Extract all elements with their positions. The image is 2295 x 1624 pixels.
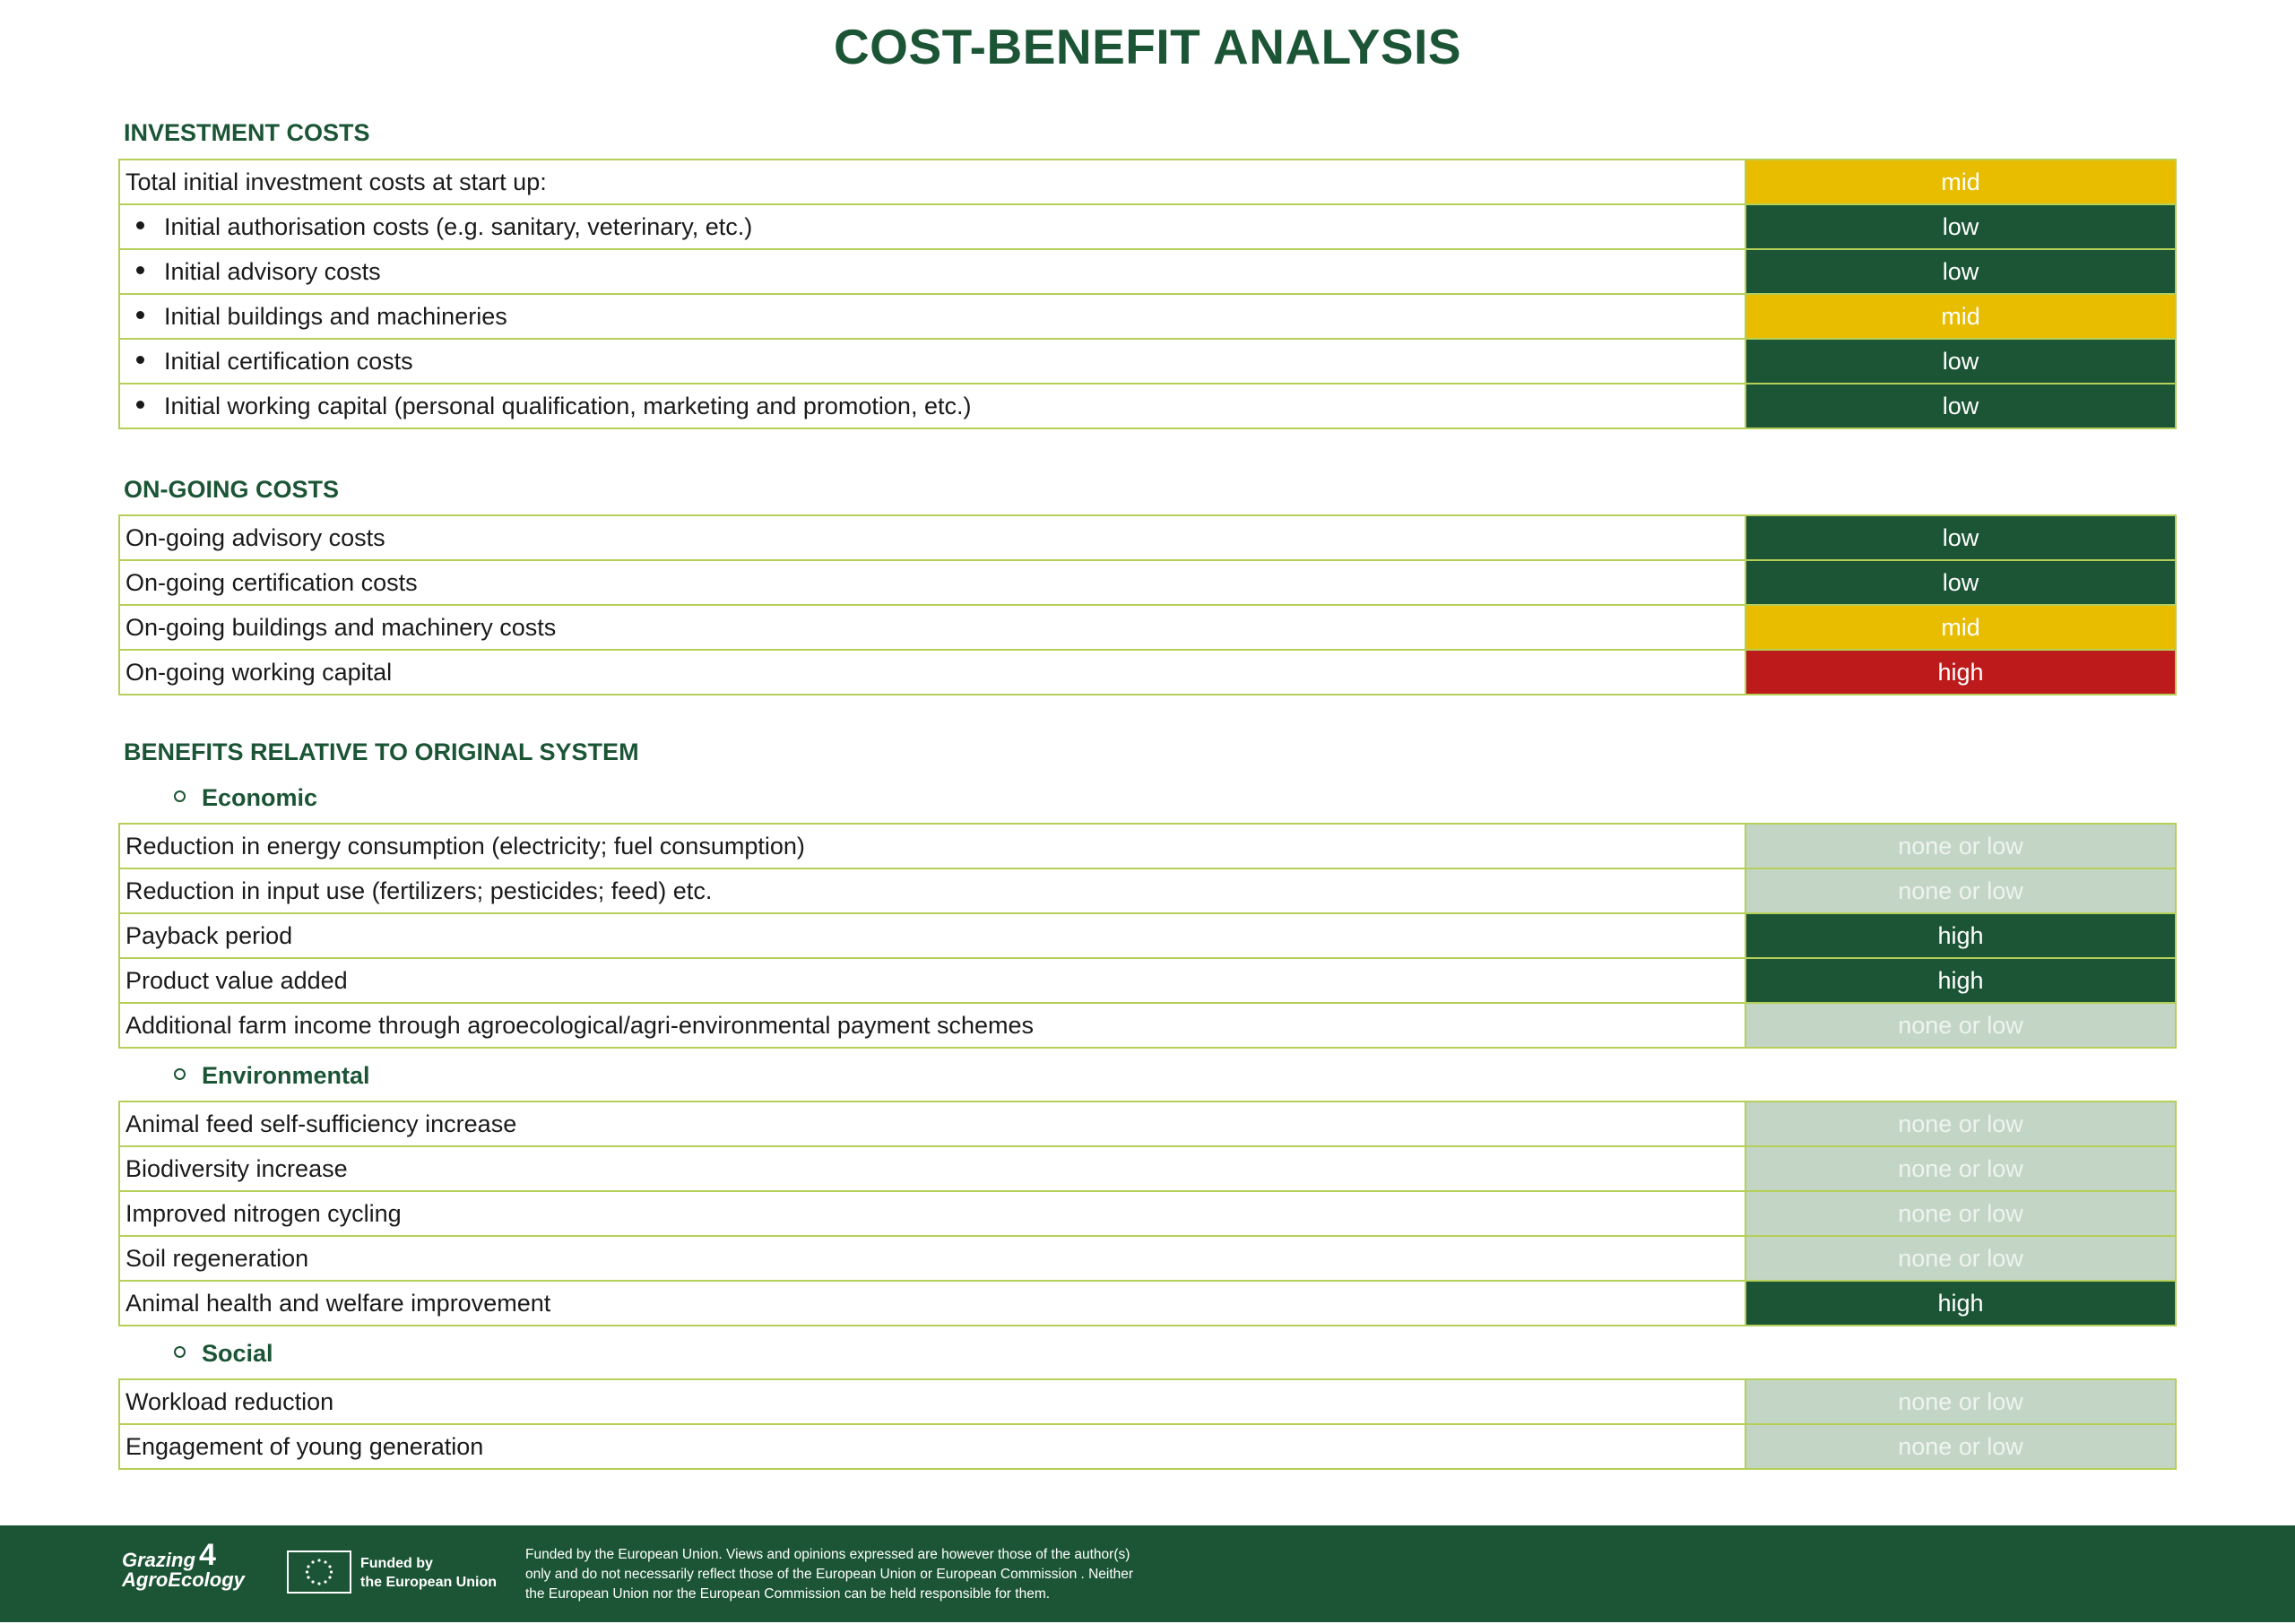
funded-line-1: Funded by — [360, 1556, 433, 1571]
funded-line-2: the European Union — [360, 1575, 497, 1590]
table-row — [119, 1146, 2176, 1191]
disclaimer-line-2: only and do not necessarily reflect those of the European Union or European Commission . Neither — [525, 1567, 1134, 1582]
table-row — [119, 958, 2176, 1003]
row-label: Workload reduction — [119, 1379, 1745, 1424]
circle-bullet-icon — [174, 1346, 186, 1358]
table-row — [119, 650, 2176, 695]
row-label: Reduction in energy consumption (electricity; fuel consumption) — [119, 824, 1745, 868]
row-label: Initial certification costs — [164, 347, 413, 375]
ongoing-costs-table — [118, 514, 2177, 695]
table-row — [119, 249, 2176, 294]
row-label: Initial authorisation costs (e.g. sanitary, veterinary, etc.) — [164, 212, 753, 240]
table-row — [119, 1191, 2176, 1236]
bullet-icon — [136, 401, 144, 409]
bullet-icon — [136, 221, 144, 229]
logo-line-2: AgroEcology — [122, 1568, 245, 1591]
rating-badge: none or low — [1745, 1236, 2176, 1281]
rating-badge: low — [1745, 204, 2176, 249]
row-label: Engagement of young generation — [119, 1424, 1745, 1469]
row-label: Animal feed self-sufficiency increase — [119, 1101, 1745, 1146]
table-row — [119, 1281, 2176, 1326]
row-label: Total initial investment costs at start up: — [119, 160, 1745, 204]
bullet-icon — [136, 356, 144, 364]
subheading-label: Environmental — [202, 1062, 370, 1089]
rating-badge: none or low — [1745, 1146, 2176, 1191]
rating-badge: mid — [1745, 605, 2176, 650]
disclaimer-text — [525, 1545, 1225, 1604]
eu-flag-icon — [287, 1551, 351, 1594]
rating-badge: none or low — [1745, 1379, 2176, 1424]
rating-badge: none or low — [1745, 1101, 2176, 1146]
rating-badge: none or low — [1745, 824, 2176, 868]
rating-badge: high — [1745, 913, 2176, 958]
bullet-icon — [136, 311, 144, 319]
table-row — [119, 204, 2176, 249]
row-label: Initial advisory costs — [164, 257, 381, 285]
row-label: Reduction in input use (fertilizers; pesticides; feed) etc. — [119, 868, 1745, 913]
funded-by-eu-label — [360, 1554, 513, 1592]
grazing-agroecology-logo — [122, 1538, 245, 1591]
row-label: On-going buildings and machinery costs — [119, 605, 1745, 650]
rating-badge: low — [1745, 339, 2176, 384]
row-label-cell — [119, 339, 1745, 384]
table-row — [119, 824, 2176, 868]
row-label-cell — [119, 249, 1745, 294]
subheading-economic — [174, 784, 317, 812]
rating-badge: low — [1745, 384, 2176, 428]
social-benefits-table — [118, 1378, 2177, 1470]
rating-badge: low — [1745, 515, 2176, 560]
subheading-social — [174, 1340, 273, 1368]
table-row — [119, 913, 2176, 958]
environmental-benefits-table — [118, 1101, 2177, 1326]
table-row — [119, 294, 2176, 339]
table-row — [119, 1379, 2176, 1424]
footer-bar — [0, 1525, 2295, 1622]
section-heading-benefits: BENEFITS RELATIVE TO ORIGINAL SYSTEM — [124, 739, 639, 765]
rating-badge: mid — [1745, 294, 2176, 339]
disclaimer-line-3: the European Union nor the European Commission can be held responsible for them. — [525, 1586, 1051, 1602]
row-label: Initial working capital (personal qualification, marketing and promotion, etc.) — [164, 392, 972, 419]
table-row — [119, 1101, 2176, 1146]
logo-line-1: Grazing — [122, 1549, 195, 1571]
subheading-environmental — [174, 1062, 370, 1090]
section-heading-ongoing: ON-GOING COSTS — [124, 476, 340, 503]
disclaimer-line-1: Funded by the European Union. Views and opinions expressed are however those of the author(s) — [525, 1547, 1130, 1562]
row-label: On-going advisory costs — [119, 515, 1745, 560]
row-label: Biodiversity increase — [119, 1146, 1745, 1191]
bullet-icon — [136, 266, 144, 274]
rating-badge: low — [1745, 560, 2176, 605]
rating-badge: none or low — [1745, 1191, 2176, 1236]
table-row — [119, 868, 2176, 913]
section-heading-investment: INVESTMENT COSTS — [124, 119, 370, 146]
row-label: On-going working capital — [119, 650, 1745, 695]
row-label: Soil regeneration — [119, 1236, 1745, 1281]
row-label: Improved nitrogen cycling — [119, 1191, 1745, 1236]
subheading-label: Economic — [202, 784, 318, 811]
rating-badge: none or low — [1745, 868, 2176, 913]
table-row — [119, 515, 2176, 560]
row-label-cell — [119, 384, 1745, 428]
logo-number: 4 — [199, 1538, 216, 1572]
row-label: Initial buildings and machineries — [164, 302, 507, 330]
table-row — [119, 1424, 2176, 1469]
table-row — [119, 160, 2176, 204]
row-label: On-going certification costs — [119, 560, 1745, 605]
row-label: Additional farm income through agroecological/agri-environmental payment schemes — [119, 1003, 1745, 1048]
investment-costs-table — [118, 159, 2177, 429]
rating-badge: mid — [1745, 160, 2176, 204]
row-label-cell — [119, 294, 1745, 339]
subheading-label: Social — [202, 1340, 273, 1367]
table-row — [119, 605, 2176, 650]
row-label: Payback period — [119, 913, 1745, 958]
table-row — [119, 1003, 2176, 1048]
page-title: COST-BENEFIT ANALYSIS — [833, 19, 1462, 74]
table-row — [119, 560, 2176, 605]
rating-badge: high — [1745, 958, 2176, 1003]
rating-badge: high — [1745, 1281, 2176, 1326]
rating-badge: high — [1745, 650, 2176, 695]
row-label-cell — [119, 204, 1745, 249]
circle-bullet-icon — [174, 790, 186, 802]
rating-badge: none or low — [1745, 1003, 2176, 1048]
table-row — [119, 1236, 2176, 1281]
row-label: Product value added — [119, 958, 1745, 1003]
circle-bullet-icon — [174, 1068, 186, 1080]
rating-badge: low — [1745, 249, 2176, 294]
row-label: Animal health and welfare improvement — [119, 1281, 1745, 1326]
table-row — [119, 384, 2176, 428]
table-row — [119, 339, 2176, 384]
economic-benefits-table — [118, 823, 2177, 1049]
rating-badge: none or low — [1745, 1424, 2176, 1469]
